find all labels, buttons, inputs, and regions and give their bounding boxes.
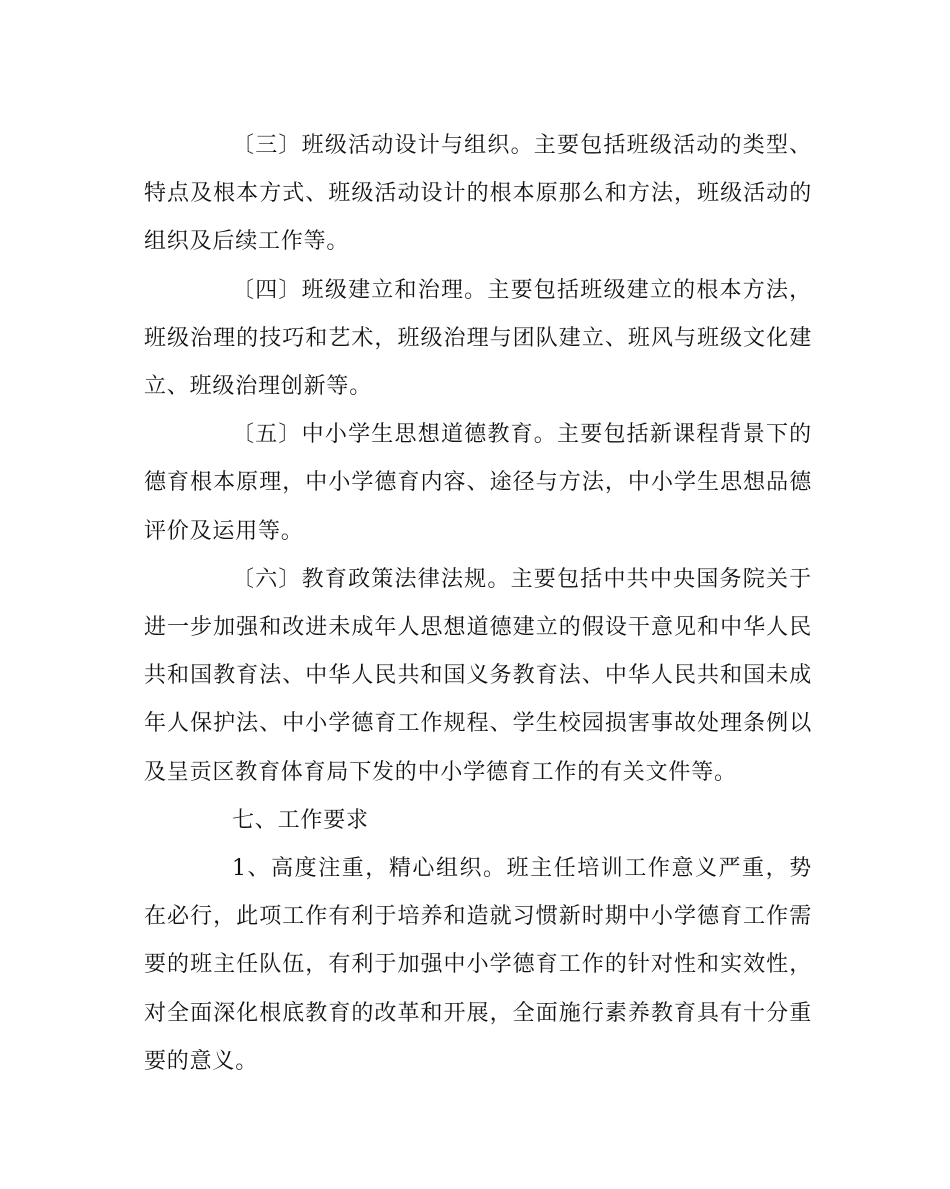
paragraph-section-5: 〔五〕中小学生思想道德教育。主要包括新课程背景下的德育根本原理，中小学德育内容、途径与方法，中小学生思想品德评价及运用等。 (144, 422, 812, 544)
heading-work-requirements: 七、工作要求 (232, 807, 369, 833)
paragraph-section-4: 〔四〕班级建立和治理。主要包括班级建立的根本方法，班级治理的技巧和艺术，班级治理与团队建立、班风与班级文化建立、班级治理创新等。 (144, 277, 812, 400)
document-body (144, 122, 812, 1086)
paragraph-section-6: 〔六〕教育政策法律法规。主要包括中共中央国务院关于进一步加强和改进未成年人思想道德建立的假设干意见和中华人民共和国教育法、中华人民共和国义务教育法、中华人民共和国未成年人保护法、中小学德育工作规程、学生校园损害事故处理条例以及呈贡区教育体育局下发的中小学德育工作的有关文件等。 (144, 566, 812, 785)
paragraph-requirement-1: 1、高度注重，精心组织。班主任培训工作意义严重，势在必行，此项工作有利于培养和造就习惯新时期中小学德育工作需要的班主任队伍，有利于加强中小学德育工作的针对性和实效性，对全面深化根底教育的改革和开展，全面施行素养教育具有十分重要的意义。 (144, 856, 812, 1074)
paragraph-section-3: 〔三〕班级活动设计与组织。主要包括班级活动的类型、特点及根本方式、班级活动设计的根本原那么和方法，班级活动的组织及后续工作等。 (144, 133, 812, 255)
